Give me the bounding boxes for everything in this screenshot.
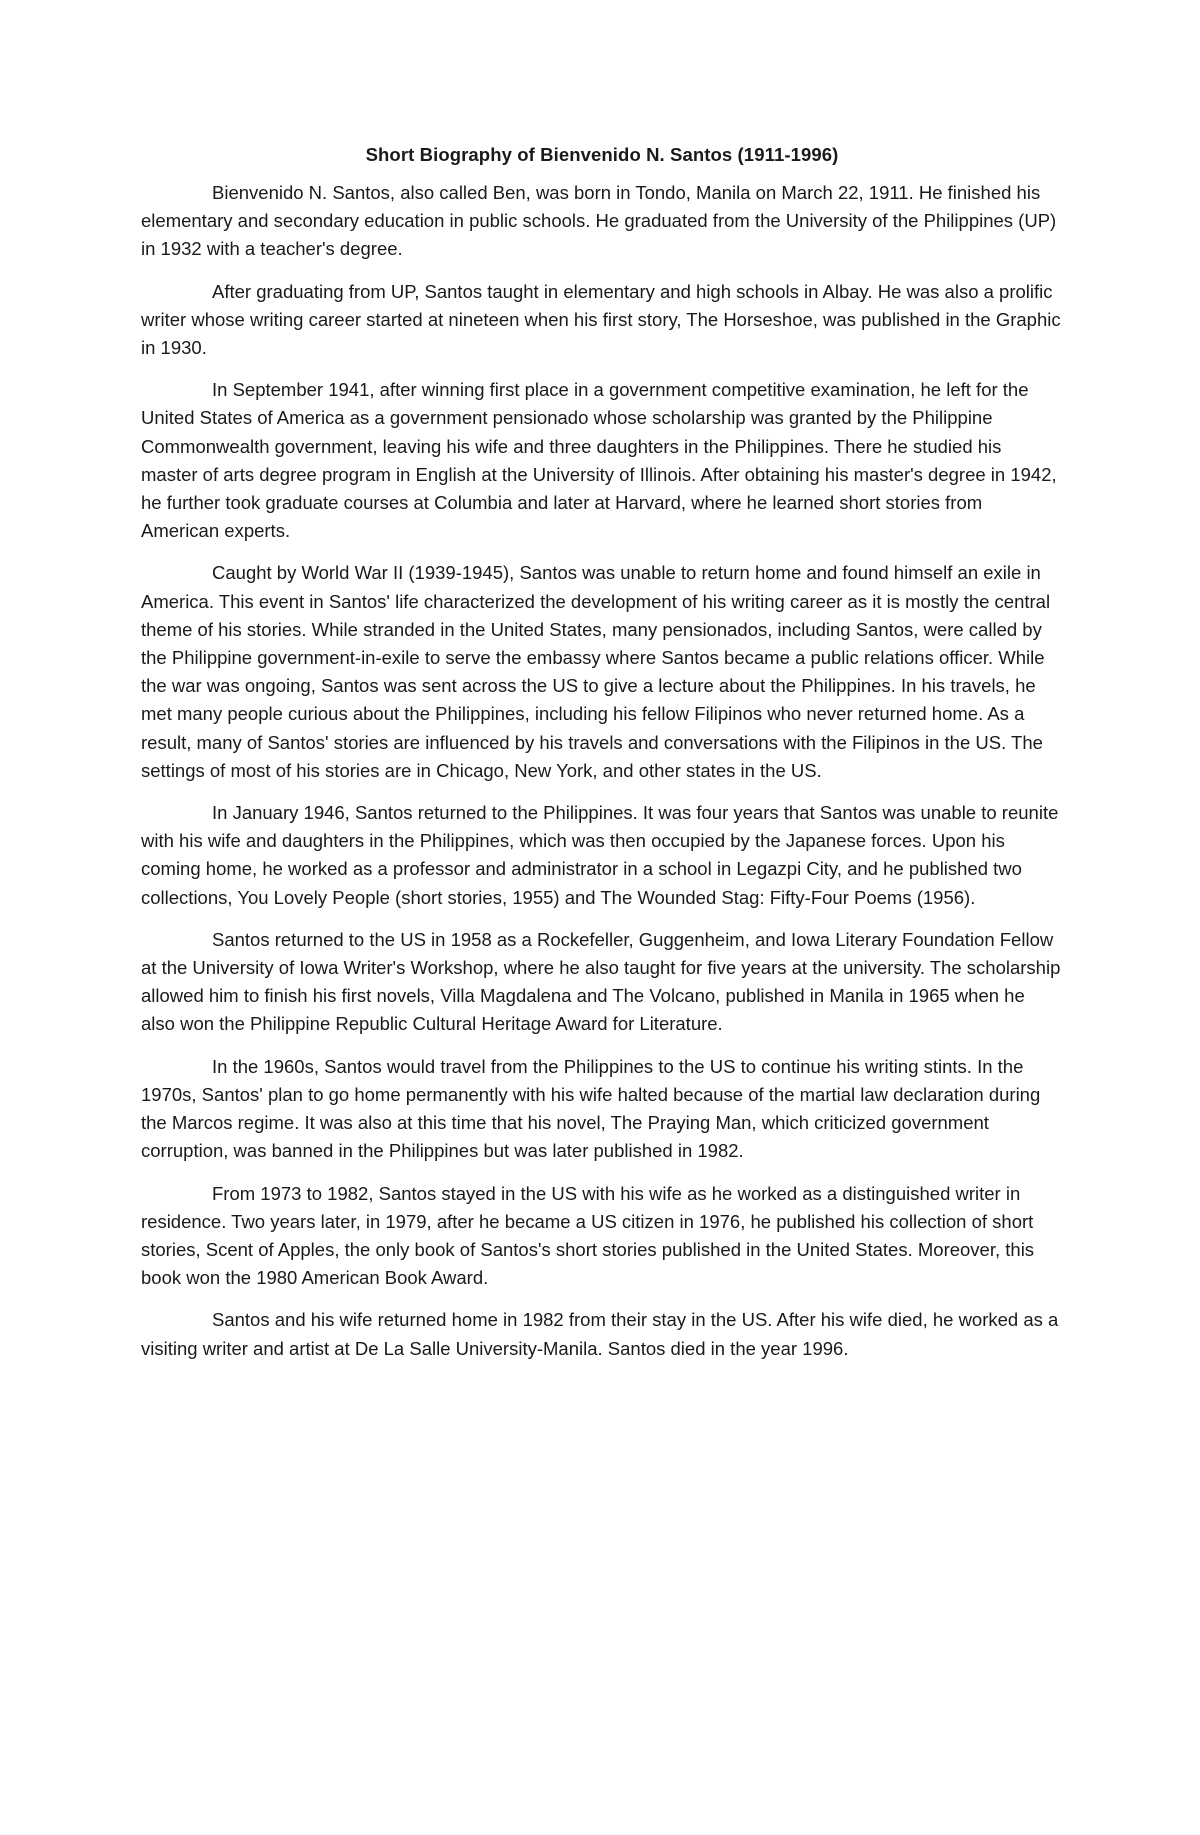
paragraph-writer-in-residence: From 1973 to 1982, Santos stayed in the US with his wife as he worked as a distinguished writer in residence. Two years later, in 1979, after he became a US citizen in 1976, he published his collection of short stories, Scent of Apples, the only book of Santos's short stories published in the United States. Moreover, this book won the 1980 American Book Award. [141,1182,1035,1289]
paragraph-pensionado: In September 1941, after winning first place in a government competitive examination, he left for the United States of America as a government pensionado whose scholarship was granted by the Philippine Commonwealth government, leaving his wife and three daughters in the Philippines. There he studied his master of arts degree program in English at the University of Illinois. After obtaining his master's degree in 1942, he further took graduate courses at Columbia and later at Harvard, where he learned short stories from American experts. [141,379,1057,542]
paragraph-return-1946: In January 1946, Santos returned to the Philippines. It was four years that Santos was unable to reunite with his wife and daughters in the Philippines, which was then occupied by the Japanese forces. Upon his coming home, he worked as a professor and administrator in a school in Legazpi City, and he published two collections, You Lovely People (short stories, 1955) and The Wounded Stag: Fifty-Four Poems (1956). [141,802,1059,908]
paragraph-teaching-career: After graduating from UP, Santos taught in elementary and high schools in Albay. He was also a prolific writer whose writing career started at nineteen when his first story, The Horseshoe, was published in the Graphic in 1930. [141,280,1061,359]
paragraph-early-life: Bienvenido N. Santos, also called Ben, was born in Tondo, Manila on March 22, 1911. He finished his elementary and secondary education in public schools. He graduated from the University of the Philippines (UP) in 1932 with a teacher's degree. [141,182,1057,260]
document-title: Short Biography of Bienvenido N. Santos (1911-1996) [365,144,839,165]
paragraph-1960s-1970s: In the 1960s, Santos would travel from the Philippines to the US to continue his writing stints. In the 1970s, Santos' plan to go home permanently with his wife halted because of the martial law declaration during the Marcos regime. It was also at this time that his novel, The Praying Man, which criticized government corruption, was banned in the Philippines but was later published in 1982. [141,1055,1041,1162]
paragraph-world-war-ii: Caught by World War II (1939-1945), Santos was unable to return home and found himself an exile in America. This event in Santos' life characterized the development of his writing career as it is mostly the central theme of his stories. While stranded in the United States, many pensionados, including Santos, were called by the Philippine government-in-exile to serve the embassy where Santos became a public relations officer. While the war was ongoing, Santos was sent across the US to give a lecture about the Philippines. In his travels, he met many people curious about the Philippines, including his fellow Filipinos who never returned home. As a result, many of Santos' stories are influenced by his travels and conversations with the Filipinos in the US. The settings of most of his stories are in Chicago, New York, and other states in the US. [141,562,1051,781]
paragraph-final-years: Santos and his wife returned home in 1982 from their stay in the US. After his wife died, he worked as a visiting writer and artist at De La Salle University-Manila. Santos died in the year 1996. [141,1309,1059,1359]
paragraph-iowa-fellowship: Santos returned to the US in 1958 as a Rockefeller, Guggenheim, and Iowa Literary Foundation Fellow at the University of Iowa Writer's Workshop, where he also taught for five years at the university. The scholarship allowed him to finish his first novels, Villa Magdalena and The Volcano, published in Manila in 1965 when he also won the Philippine Republic Cultural Heritage Award for Literature. [141,928,1061,1035]
document-body [141,141,1063,1377]
